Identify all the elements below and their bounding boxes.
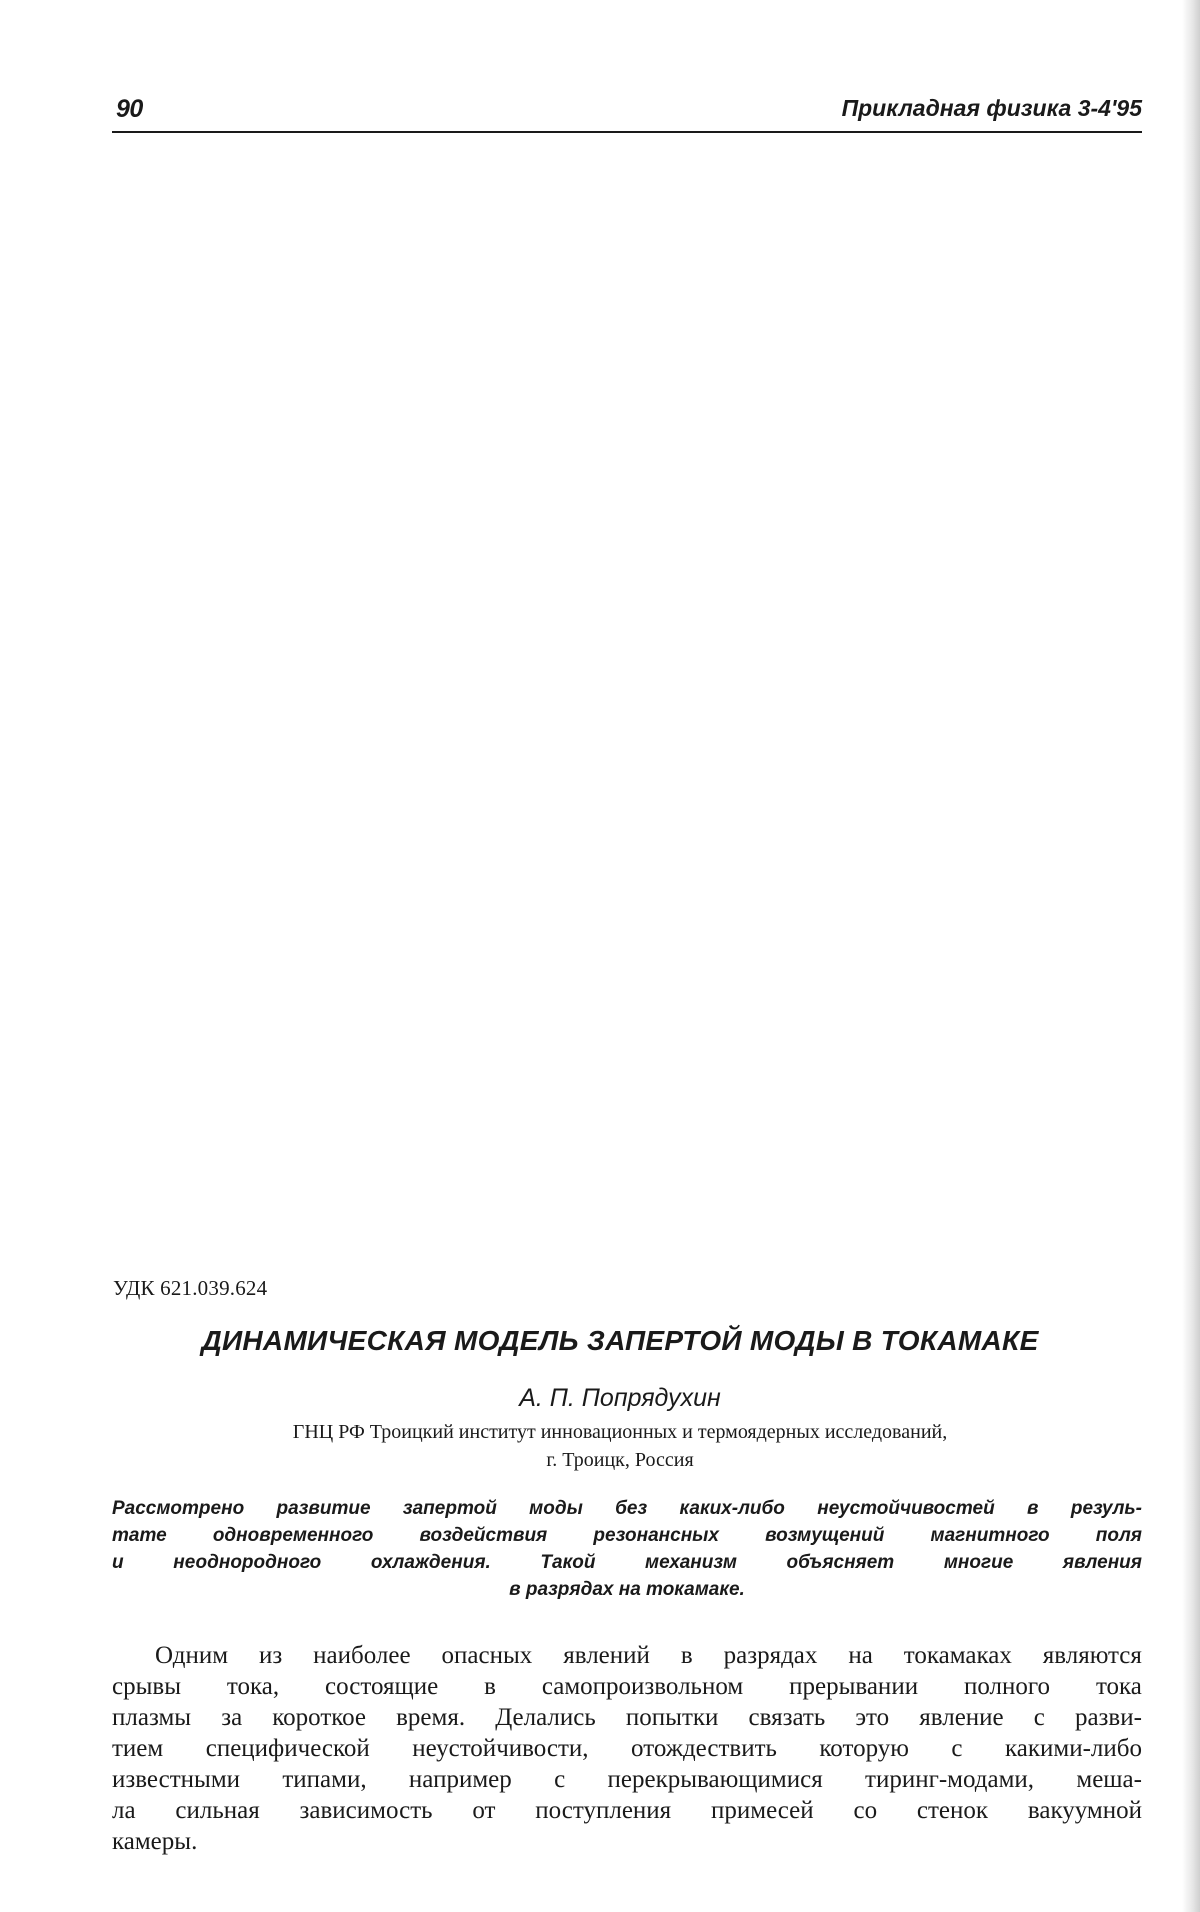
word: со xyxy=(853,1797,878,1824)
word: разрядах xyxy=(723,1642,818,1669)
word: явления xyxy=(1062,1552,1142,1573)
word: специфической xyxy=(205,1735,370,1762)
word: поля xyxy=(1095,1525,1142,1546)
text-line xyxy=(112,1671,1142,1702)
word: с xyxy=(951,1735,963,1762)
word: в разрядах на токамаке. xyxy=(509,1579,745,1600)
word: вакуумной xyxy=(1027,1797,1142,1824)
word: время. xyxy=(396,1704,466,1731)
affiliation-line: г. Троицк, Россия xyxy=(546,1449,694,1471)
author-name: А. П. Попрядухин xyxy=(519,1384,721,1412)
word: отождествить xyxy=(631,1735,777,1762)
word: воздействия xyxy=(419,1525,548,1546)
word: в xyxy=(484,1673,496,1700)
word: возмущений xyxy=(765,1525,885,1546)
word: меша- xyxy=(1076,1766,1142,1793)
word: многие xyxy=(943,1552,1014,1573)
word: тока xyxy=(1095,1673,1142,1700)
word: с xyxy=(554,1766,566,1793)
word: каких-либо xyxy=(679,1498,785,1519)
text-line xyxy=(112,1549,1142,1576)
word: опасных xyxy=(441,1642,533,1669)
text-line xyxy=(112,1640,1142,1671)
word: плазмы xyxy=(112,1704,192,1731)
text-line xyxy=(112,1733,1142,1764)
udc-code: УДК 621.039.624 xyxy=(113,1276,268,1300)
word: Одним xyxy=(155,1642,229,1669)
word: срывы xyxy=(112,1673,181,1700)
word: связать xyxy=(748,1704,826,1731)
word: в xyxy=(1027,1498,1039,1519)
header-rule xyxy=(112,131,1142,133)
affiliation-line: ГНЦ РФ Троицкий институт инновационных и термоядерных исследований, xyxy=(292,1421,948,1443)
word: тиринг-модами, xyxy=(865,1766,1035,1793)
word: примесей xyxy=(710,1797,814,1824)
word: например xyxy=(408,1766,512,1793)
word: охлаждения. xyxy=(370,1552,491,1573)
text-line xyxy=(112,1826,1142,1857)
word: запертой xyxy=(402,1498,497,1519)
word: являются xyxy=(1042,1642,1142,1669)
word: от xyxy=(472,1797,496,1824)
word: явлений xyxy=(563,1642,650,1669)
word: камеры. xyxy=(112,1828,198,1855)
word: резонансных xyxy=(593,1525,719,1546)
word: неустойчивостей xyxy=(817,1498,995,1519)
word: ла xyxy=(112,1797,136,1824)
word: неоднородного xyxy=(173,1552,322,1573)
word: механизм xyxy=(645,1552,737,1573)
word: короткое xyxy=(272,1704,367,1731)
word: и xyxy=(112,1552,124,1573)
word: разви- xyxy=(1074,1704,1142,1731)
word: из xyxy=(258,1642,283,1669)
word: перекрывающимися xyxy=(607,1766,823,1793)
text-line xyxy=(112,1702,1142,1733)
word: зависимость xyxy=(299,1797,433,1824)
affiliation xyxy=(100,1418,1140,1474)
word: типами, xyxy=(282,1766,367,1793)
word: наиболее xyxy=(313,1642,411,1669)
word: тока, xyxy=(226,1673,280,1700)
word: известными xyxy=(112,1766,241,1793)
text-line xyxy=(112,1795,1142,1826)
word: с xyxy=(1033,1704,1045,1731)
body-paragraph xyxy=(112,1640,1142,1857)
journal-title: Прикладная физика 3-4'95 xyxy=(841,95,1142,121)
word: магнитного xyxy=(930,1525,1050,1546)
abstract xyxy=(112,1495,1142,1603)
word: состоящие xyxy=(325,1673,439,1700)
word: на xyxy=(848,1642,873,1669)
word: стенок xyxy=(916,1797,989,1824)
text-line xyxy=(112,1522,1142,1549)
word: объясняет xyxy=(786,1552,895,1573)
word: за xyxy=(221,1704,243,1731)
word: поступления xyxy=(535,1797,672,1824)
word: полного xyxy=(963,1673,1051,1700)
word: Рассмотрено xyxy=(112,1498,245,1519)
word: попытки xyxy=(625,1704,719,1731)
word: прерывании xyxy=(789,1673,919,1700)
word: тате xyxy=(112,1525,167,1546)
text-line xyxy=(112,1576,1142,1603)
word: развитие xyxy=(276,1498,371,1519)
scan-edge-shadow xyxy=(1182,0,1200,1912)
word: какими-либо xyxy=(1005,1735,1142,1762)
word: Такой xyxy=(540,1552,596,1573)
word: тием xyxy=(112,1735,164,1762)
article-title: ДИНАМИЧЕСКАЯ МОДЕЛЬ ЗАПЕРТОЙ МОДЫ В ТОКАМАКЕ xyxy=(201,1325,1039,1356)
word: токамаках xyxy=(903,1642,1012,1669)
text-line xyxy=(112,1764,1142,1795)
word: Делались xyxy=(495,1704,596,1731)
word: без xyxy=(615,1498,648,1519)
running-header xyxy=(112,95,1142,135)
page-number: 90 xyxy=(116,95,143,123)
word: неустойчивости, xyxy=(412,1735,589,1762)
word: моды xyxy=(529,1498,583,1519)
word: самопроизвольном xyxy=(541,1673,744,1700)
word: в xyxy=(680,1642,693,1669)
text-line xyxy=(112,1495,1142,1522)
word: явление xyxy=(919,1704,1004,1731)
word: которую xyxy=(819,1735,909,1762)
word: резуль- xyxy=(1070,1498,1142,1519)
word: это xyxy=(855,1704,890,1731)
word: одновременного xyxy=(212,1525,374,1546)
word: сильная xyxy=(175,1797,260,1824)
